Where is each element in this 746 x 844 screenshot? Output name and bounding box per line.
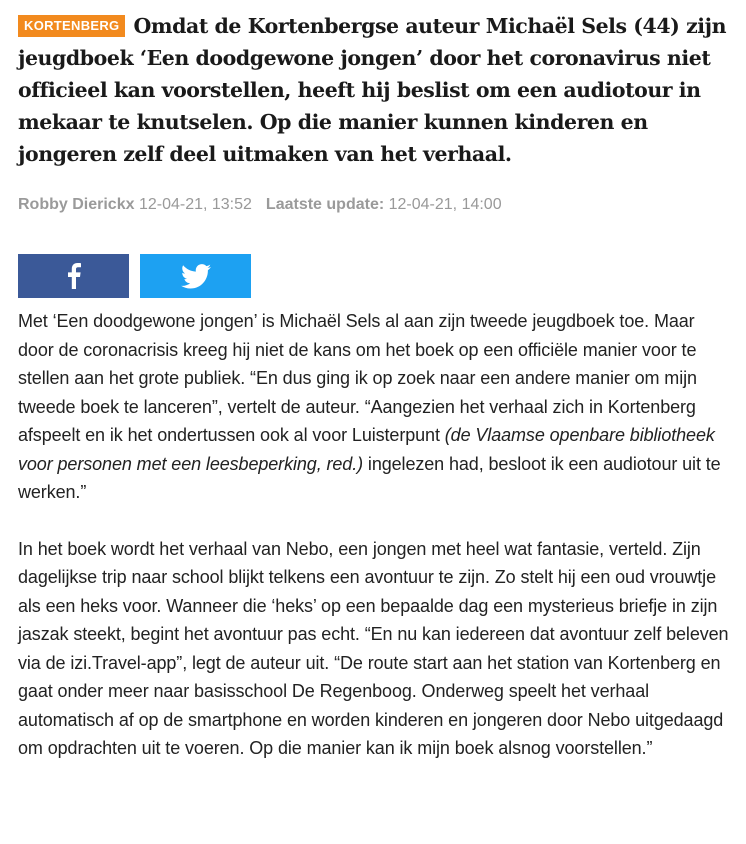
location-tag[interactable]: KORTENBERG: [18, 15, 125, 37]
article-body: [18, 307, 734, 763]
article-intro: [18, 10, 734, 170]
article-meta: [18, 194, 734, 216]
paragraph-text: ingelezen had, besloot ik een audiotour uit te werken.”: [18, 453, 721, 502]
published-date: 12-04-21, 13:52: [138, 196, 252, 213]
article: [18, 10, 734, 791]
twitter-icon: [181, 264, 211, 289]
share-bar: [18, 254, 734, 298]
facebook-share-button[interactable]: [18, 254, 129, 298]
paragraph: In het boek wordt het verhaal van Nebo, een jongen met heel wat fantasie, verteld. Zijn dagelijkse trip naar school blijkt telkens een avontuur te zijn. Zo stelt hij een oud vrouwtje als een heks voor. Wanneer die ‘heks’ op een bepaalde dag een mysterieus briefje in zijn jaszak steekt, begint het avontuur pas echt. “En nu kan iedereen dat avontuur zelf beleven via de izi.Travel-app”, legt de auteur uit. “De route start aan het station van Kortenberg en gaat onder meer naar basisschool De Regenboog. Onderweg speelt het verhaal automatisch af op de smartphone en worden kinderen en jongeren door Nebo uitgedaagd om opdrachten uit te voeren. Op die manier kan ik mijn boek alsnog voorstellen.”: [18, 538, 729, 758]
updated-date: 12-04-21, 14:00: [388, 196, 502, 213]
paragraph: [18, 307, 734, 507]
facebook-icon: [67, 263, 81, 289]
paragraph-text: Met ‘Een doodgewone jongen’ is Michaël Sels al aan zijn tweede jeugdboek toe. Maar door de coronacrisis kreeg hij niet de kans om het boek op een officiële manier voor te stellen aan het grote publiek. “En dus ging ik op zoek naar een andere manier om mijn tweede boek te lanceren”, vertelt de auteur. “Aangezien het verhaal zich in Kortenberg afspeelt en ik het ondertussen ook al voor Luisterpunt: [18, 311, 697, 445]
intro-text: Omdat de Kortenbergse auteur Michaël Sels (44) zijn jeugdboek ‘Een doodgewone jongen’ door het coronavirus niet officieel kan voorstellen, heeft hij beslist om een audiotour in mekaar te knutselen. Op die manier kunnen kinderen en jongeren zelf deel uitmaken van het verhaal.: [18, 14, 727, 166]
twitter-share-button[interactable]: [140, 254, 251, 298]
editor-note: (de Vlaamse openbare bibliotheek voor personen met een leesbeperking, red.): [18, 425, 715, 474]
update-label: Laatste update:: [265, 196, 385, 213]
author-name[interactable]: Robby Dierickx: [18, 196, 135, 213]
